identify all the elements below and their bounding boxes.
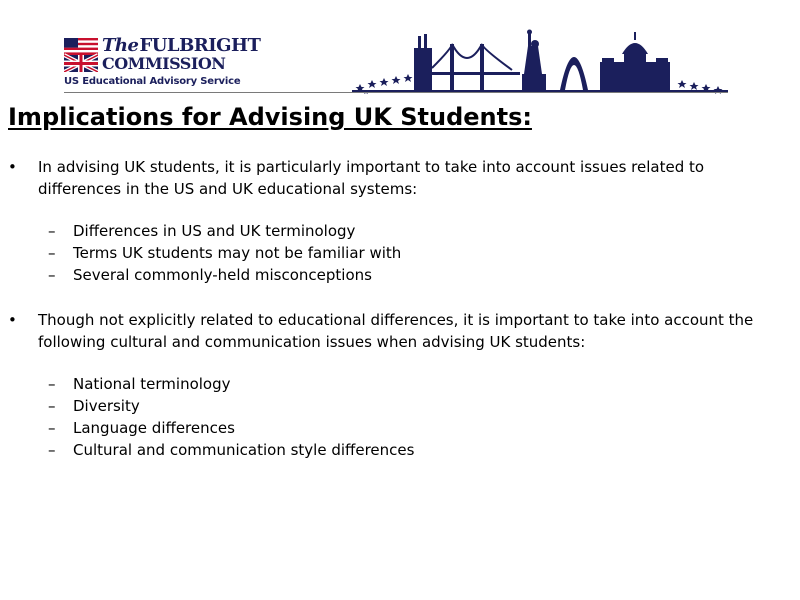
header-banner — [62, 28, 728, 94]
sub-item-text: Cultural and communication style differences — [73, 441, 415, 459]
dash-symbol: – — [48, 441, 56, 459]
dash-symbol: – — [48, 419, 56, 437]
dash-symbol: – — [48, 266, 56, 284]
skyline-icon — [352, 28, 728, 94]
sub-item — [48, 439, 414, 461]
sub-item — [48, 395, 140, 417]
sub-item — [48, 417, 235, 439]
sub-item-text: Language differences — [73, 419, 235, 437]
bullet-text: Though not explicitly related to educational differences, it is important to take into account the following cultural and communication issues when advising UK students: — [38, 311, 754, 351]
sub-item — [48, 220, 355, 242]
bullet-symbol: • — [8, 158, 17, 176]
logo-title-line1: TheFULBRIGHT — [102, 35, 261, 56]
logo-subtitle: US Educational Advisory Service — [64, 76, 241, 87]
sub-item-text: Differences in US and UK terminology — [73, 222, 356, 240]
sub-item — [48, 264, 372, 286]
sub-item-text: Several commonly-held misconceptions — [73, 266, 372, 284]
dash-symbol: – — [48, 222, 56, 240]
logo-title-line2: COMMISSION — [102, 54, 226, 73]
us-uk-flag-icon — [64, 38, 98, 72]
sub-item-text: Terms UK students may not be familiar with — [73, 244, 402, 262]
bullet-symbol: • — [8, 311, 17, 329]
header-divider — [64, 92, 728, 93]
sub-item-text: National terminology — [73, 375, 231, 393]
sub-item — [48, 373, 231, 395]
dash-symbol: – — [48, 397, 56, 415]
bullet-text: In advising UK students, it is particularly important to take into account issues related to differences in the US and UK educational systems: — [38, 158, 705, 198]
fulbright-logo — [62, 34, 261, 92]
dash-symbol: – — [48, 244, 56, 262]
dash-symbol: – — [48, 375, 56, 393]
page-title: Implications for Advising UK Students: — [8, 103, 532, 131]
sub-item-text: Diversity — [73, 397, 140, 415]
sub-item — [48, 242, 401, 264]
